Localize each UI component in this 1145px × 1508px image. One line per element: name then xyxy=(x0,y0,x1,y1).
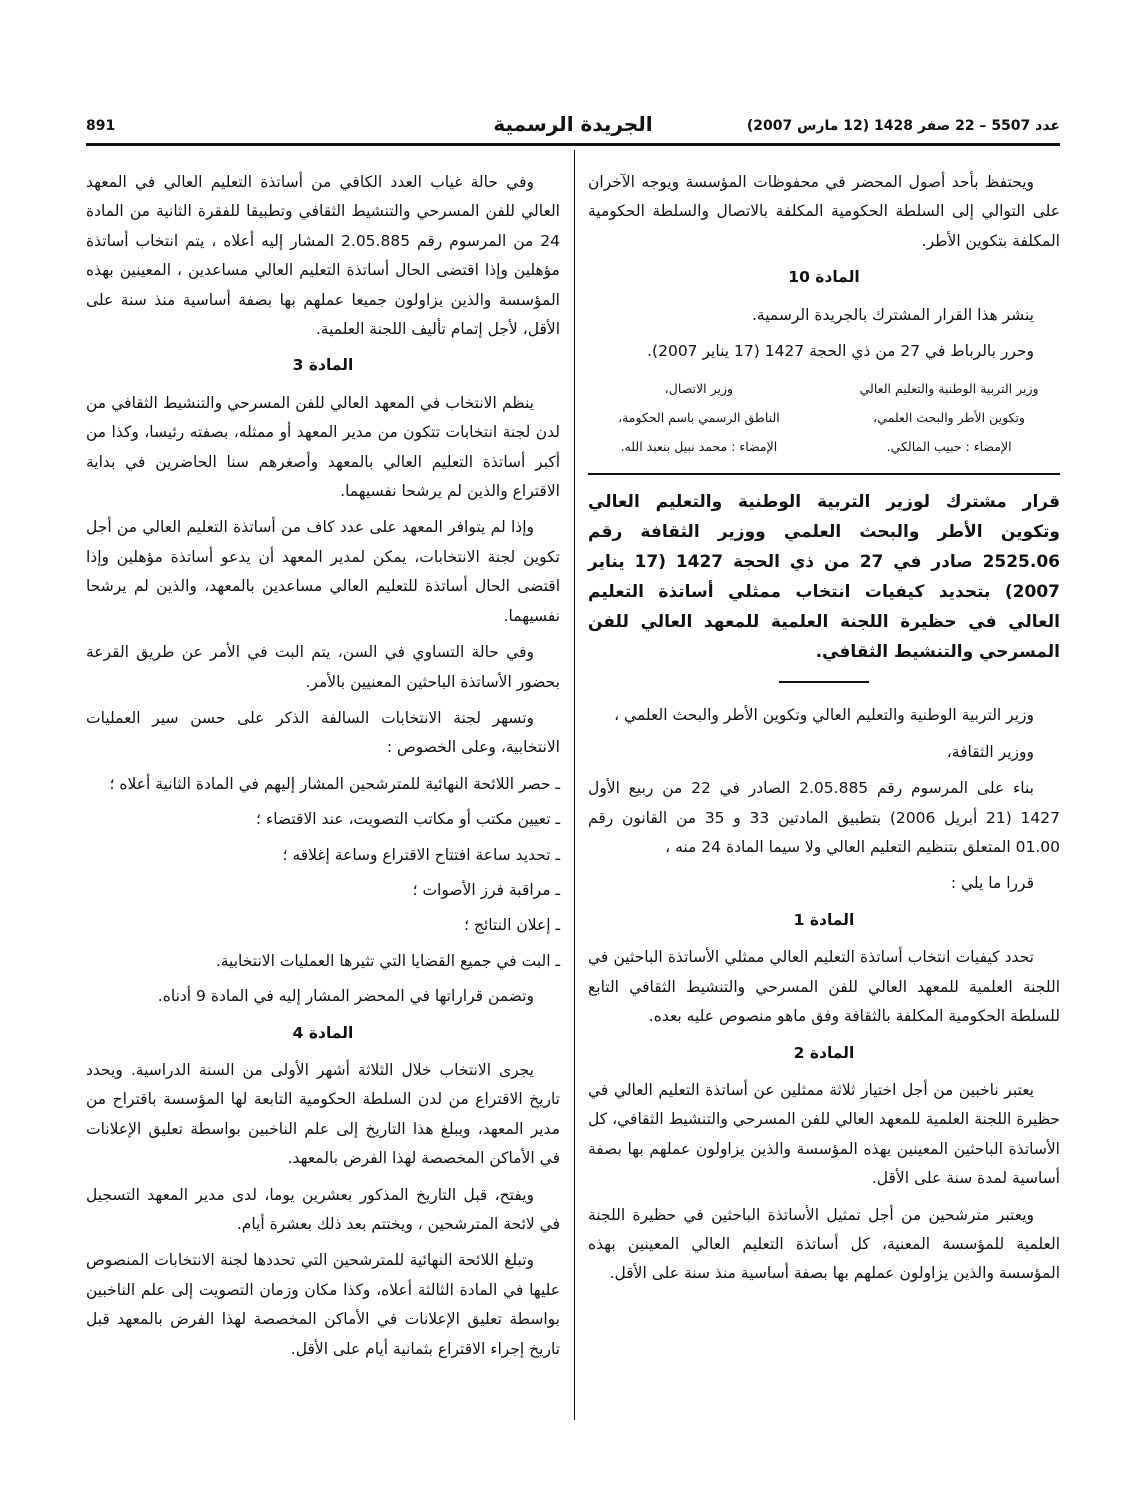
header-rule xyxy=(86,143,1060,146)
paragraph: ويعتبر مترشحين من أجل تمثيل الأساتذة الباحثين في حظيرة اللجنة العلمية للمؤسسة المعنية، كل أساتذة التعليم العالي المعينين بهذه المؤسسة والذين يزاولون عملهم بها بصفة أساسية منذ سنة على الأقل. xyxy=(588,1205,1060,1283)
list-item: ـ تحديد ساعة افتتاح الاقتراع وساعة إغلاقه ؛ xyxy=(282,845,560,864)
paragraph: ووزير الثقافة، xyxy=(946,742,1034,761)
right-column xyxy=(588,168,1060,1296)
paragraph: تحدد كيفيات انتخاب أساتذة التعليم العالي ممثلي الأساتذة الباحثين في اللجنة العلمية للمعهد العالي للفن المسرحي والتنشيط الثقافي التابع للسلطة الحكومية المكلفة بالثقافة وفق ماهو منصوص عليه بعده. xyxy=(588,948,1060,1026)
article-title: المادة 3 xyxy=(292,356,354,375)
list-item: ـ البت في جميع القضايا التي تثيرها العمليات الانتخابية. xyxy=(215,951,560,970)
page-number: 891 xyxy=(86,118,116,134)
article-title: المادة 2 xyxy=(793,1043,855,1062)
list-item: ـ حصر اللائحة النهائية للمترشحين المشار إليهم في المادة الثانية أعلاه ؛ xyxy=(109,774,560,793)
signature-line: الإمضاء : حبيب المالكي. xyxy=(886,439,1012,455)
paragraph: وتضمن قراراتها في المحضر المشار إليه في المادة 9 أدناه. xyxy=(157,987,534,1006)
paragraph: وفي حالة التساوي في السن، يتم البت في الأمر عن طريق القرعة بحضور الأساتذة الباحثين المعنيين بالأمر. xyxy=(86,643,560,691)
list-item: ـ إعلان النتائج ؛ xyxy=(464,916,560,935)
signatures xyxy=(588,374,1060,461)
article-title: المادة 1 xyxy=(793,910,855,929)
paragraph: وإذا لم يتوافر المعهد على عدد كاف من أساتذة التعليم العالي من أجل تكوين لجنة الانتخابات، يمكن لمدير المعهد أن يدعو أساتذة مؤهلين وإذا اقتضى الحال أساتذة للتعليم العالي مساعدين بالمعهد، والذين لم يرشحا نفسيهما. xyxy=(86,518,560,625)
paragraph: بناء على المرسوم رقم 2.05.885 الصادر في 22 من ربيع الأول 1427 (21 أبريل 2006) بتطبيق المادتين 33 و 35 من القانون رقم 01.00 المتعلق بتنظيم التعليم العالي ولا سيما المادة 24 منه ، xyxy=(588,779,1060,857)
decision-title: قرار مشترك لوزير التربية الوطنية والتعليم العالي وتكوين الأطر والبحث العلمي ووزير الثقافة رقم 2525.06 صادر في 27 من ذي الحجة 1427 (17 يناير 2007) بتحديد كيفيات انتخاب ممثلي أساتذة التعليم العالي في حظيرة اللجنة العلمية للمعهد العالي للفن المسرحي والتنشيط الثقافي. xyxy=(588,492,1060,663)
signature-line: الإمضاء : محمد نبيل بنعبد الله. xyxy=(620,439,778,455)
short-separator xyxy=(779,681,869,683)
signature-line: وزير التربية الوطنية والتعليم العالي xyxy=(859,381,1039,397)
paragraph: ويفتح، قبل التاريخ المذكور بعشرين يوما، لدى مدير المعهد التسجيل في لائحة المترشحين ، ويختتم بعد ذلك بعشرة أيام. xyxy=(86,1185,560,1233)
column-divider xyxy=(574,150,575,1420)
signature-line: وزير الاتصال، xyxy=(664,381,734,397)
section-separator xyxy=(588,473,1060,475)
article-title: المادة 4 xyxy=(292,1023,354,1042)
paragraph: يعتبر ناخبين من أجل اختيار ثلاثة ممثلين عن أساتذة التعليم العالي في حظيرة اللجنة العلمية للمعهد العالي للفن المسرحي والتنشيط الثقافي، كل الأساتذة الباحثين المعينين بهذه المؤسسة والذين يزاولون عملهم بها بصفة أساسية لمدة سنة على الأقل. xyxy=(588,1080,1060,1188)
signature-communication-minister xyxy=(588,374,810,461)
list-item: ـ مراقبة فرز الأصوات ؛ xyxy=(412,880,560,899)
paragraph: قررا ما يلي : xyxy=(950,874,1034,893)
left-column xyxy=(86,168,560,1371)
article-title: المادة 10 xyxy=(788,268,860,287)
issue-info: عدد 5507 – 22 صفر 1428 (12 مارس 2007) xyxy=(746,118,1060,134)
signature-education-minister xyxy=(838,374,1060,461)
paragraph: وحرر بالرباط في 27 من ذي الحجة 1427 (17 يناير 2007). xyxy=(647,342,1034,361)
gazette-title: الجريدة الرسمية xyxy=(493,112,653,136)
page-header xyxy=(86,112,1060,142)
paragraph: وزير التربية الوطنية والتعليم العالي وتكوين الأطر والبحث العلمي ، xyxy=(614,706,1034,725)
signature-line: وتكوين الأطر والبحث العلمي، xyxy=(873,410,1025,426)
paragraph: وفي حالة غياب العدد الكافي من أساتذة التعليم العالي في المعهد العالي للفن المسرحي والتنشيط الثقافي وتطبيقا للفقرة الثانية من المادة 24 من المرسوم رقم 2.05.885 المشار إليه أعلاه ، يتم انتخاب أساتذة مؤهلين وإذا اقتضى الحال أساتذة التعليم العالي مساعدين ، المعينين بهذه المؤسسة والذين يزاولون جميعا عملهم بها بصفة أساسية منذ سنة على الأقل، لأجل إتمام تأليف اللجنة العلمية. xyxy=(86,173,560,339)
paragraph: وتسهر لجنة الانتخابات السالفة الذكر على حسن سير العمليات الانتخابية، وعلى الخصوص : xyxy=(86,708,560,757)
signature-line: الناطق الرسمي باسم الحكومة، xyxy=(618,410,780,426)
paragraph: وتبلغ اللائحة النهائية للمترشحين التي تحددها لجنة الانتخابات المنصوص عليها في المادة الثالثة أعلاه، وكذا مكان وزمان التصويت إلى علم الناخبين بواسطة تعليق الإعلانات في الأماكن المخصصة لهذا الفرض بالمعهد قبل تاريخ إجراء الاقتراع بثمانية أيام على الأقل. xyxy=(86,1251,560,1358)
paragraph: يجرى الانتخاب خلال الثلاثة أشهر الأولى من السنة الدراسية. ويحدد تاريخ الاقتراع من لدن السلطة الحكومية التابعة لها المؤسسة باقتراح من مدير المعهد، ويبلغ هذا التاريخ إلى علم الناخبين بواسطة تعليق الإعلانات في الأماكن المخصصة لهذا الفرض بالمعهد. xyxy=(86,1060,560,1168)
paragraph: ويحتفظ بأحد أصول المحضر في محفوظات المؤسسة ويوجه الآخران على التوالي إلى السلطة الحكومية المكلفة بالاتصال والسلطة الحكومية المكلفة بتكوين الأطر. xyxy=(588,173,1060,250)
list-item: ـ تعيين مكتب أو مكاتب التصويت، عند الاقتضاء ؛ xyxy=(256,810,560,829)
paragraph: ينظم الانتخاب في المعهد العالي للفن المسرحي والتنشيط الثقافي من لدن لجنة انتخابات تتكون من مدير المعهد أو ممثله، بصفته رئيسا، وكذا من أكبر أساتذة التعليم العالي بالمعهد وأصغرهم سنا الحاضرين في بداية الاقتراع والذين لم يرشحا نفسيهما. xyxy=(86,393,560,501)
paragraph: ينشر هذا القرار المشترك بالجريدة الرسمية. xyxy=(752,305,1034,324)
